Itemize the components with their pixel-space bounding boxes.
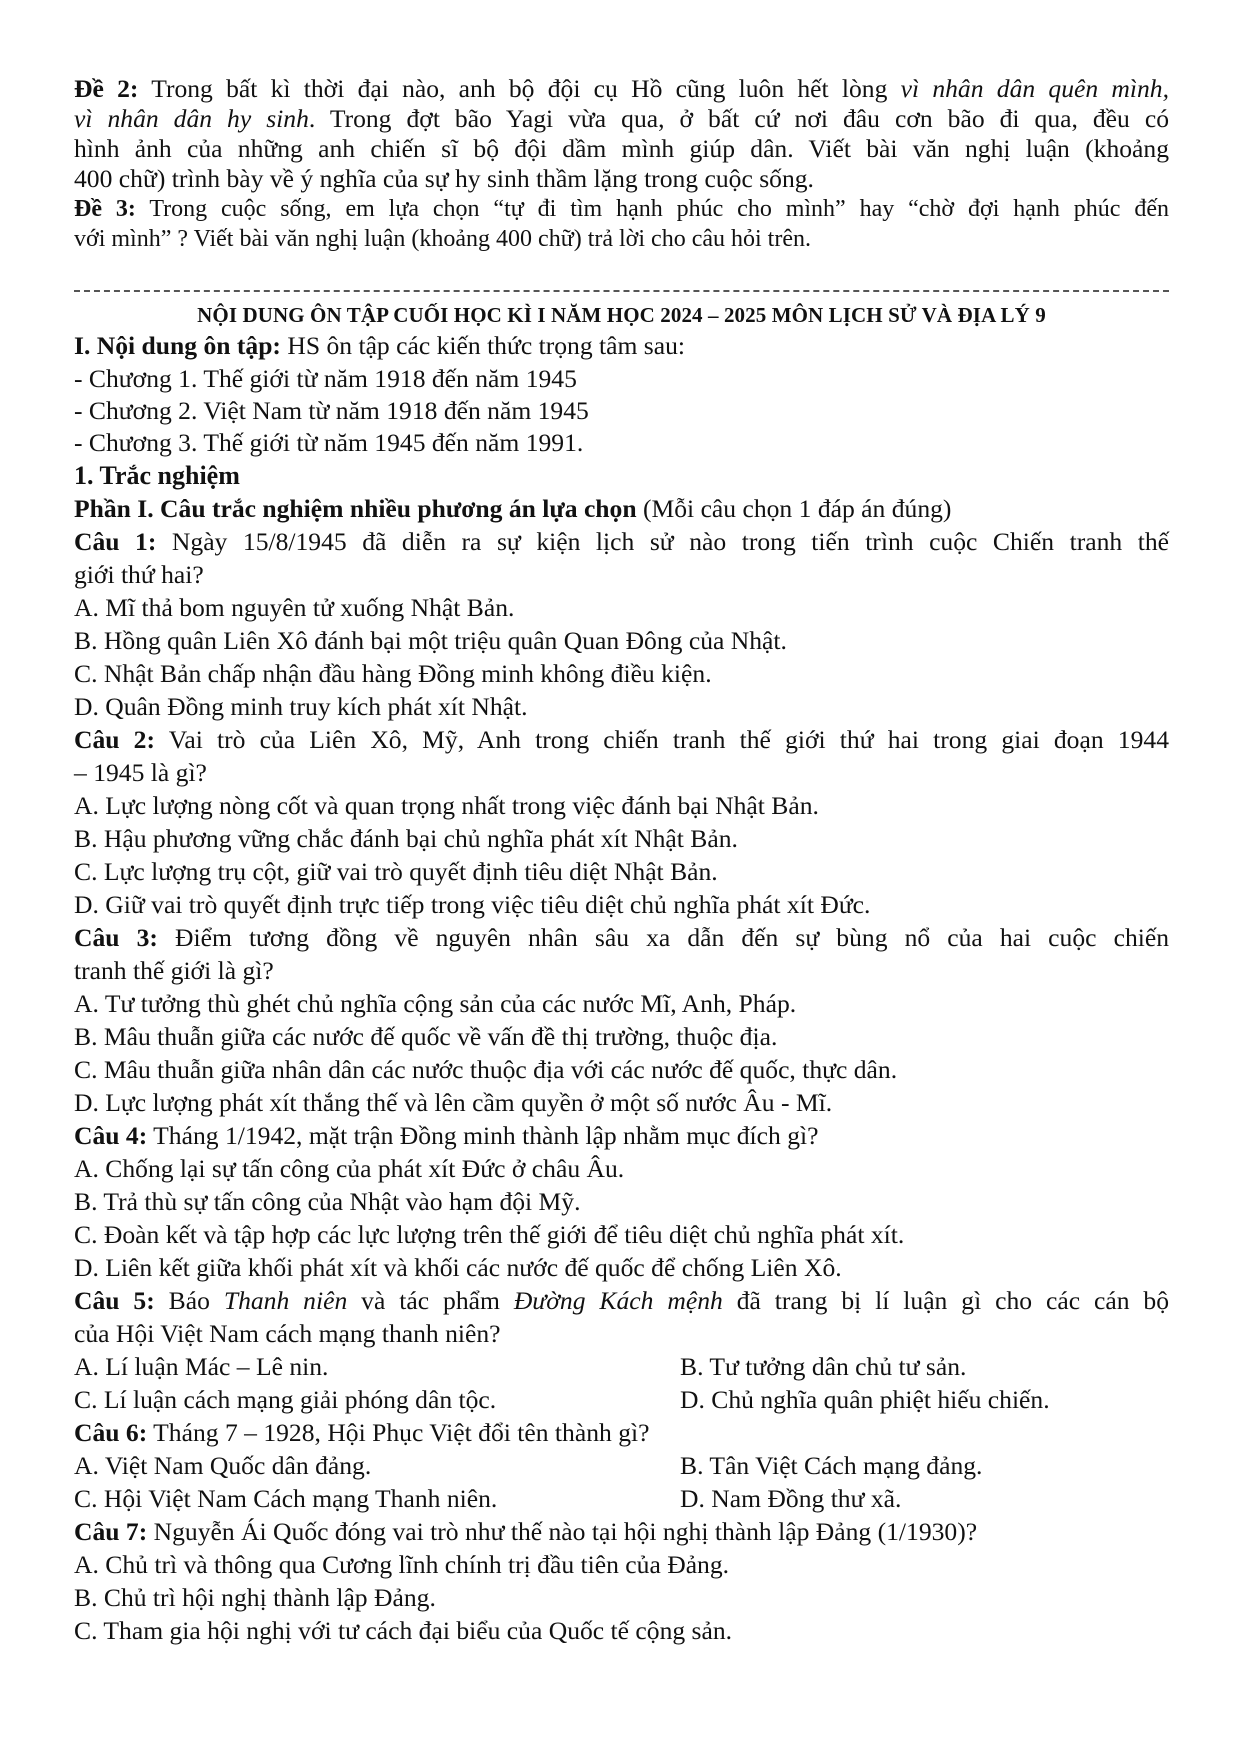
de3-line-1 — [74, 194, 1169, 224]
q2-option-a: A. Lực lượng nòng cốt và quan trọng nhất trong việc đánh bại Nhật Bản. — [74, 791, 819, 820]
section-title: NỘI DUNG ÔN TẬP CUỐI HỌC KÌ I NĂM HỌC 2024 – 2025 MÔN LỊCH SỬ VÀ ĐỊA LÝ 9 — [197, 303, 1046, 327]
q7-line-1 — [74, 1517, 977, 1547]
q5-option-a: A. Lí luận Mác – Lê nin. — [74, 1352, 329, 1381]
review-item-3: - Chương 3. Thế giới từ năm 1945 đến năm 1991. — [74, 428, 584, 457]
de3-text-a: Trong cuộc sống, em lựa chọn “tự đi tìm hạnh phúc cho mình” hay “chờ đợi hạnh phúc đến — [135, 196, 1169, 222]
q5-option-b: B. Tư tưởng dân chủ tư sản. — [680, 1352, 967, 1381]
part1-heading — [74, 494, 951, 524]
q2-label: Câu 2: — [74, 725, 155, 754]
q5-italic-b: Đường Kách mệnh — [513, 1286, 723, 1315]
q5-line-1 — [74, 1286, 1169, 1316]
q3-option-a: A. Tư tưởng thù ghét chủ nghĩa cộng sản của các nước Mĩ, Anh, Pháp. — [74, 989, 797, 1018]
q1-option-a: A. Mĩ thả bom nguyên tử xuống Nhật Bản. — [74, 593, 515, 622]
de2-line-3: hình ảnh của những anh chiến sĩ bộ đội dầm mình giúp dân. Viết bài văn nghị luận (khoảng — [74, 134, 1169, 163]
q1-label: Câu 1: — [74, 527, 157, 556]
de2-italic-b: vì nhân dân hy sinh — [74, 104, 309, 133]
q6-option-b: B. Tân Việt Cách mạng đảng. — [680, 1451, 983, 1480]
review-item-2: - Chương 2. Việt Nam từ năm 1918 đến năm 1945 — [74, 396, 589, 425]
review-label: I. Nội dung ôn tập: — [74, 331, 281, 360]
review-item-1: - Chương 1. Thế giới từ năm 1918 đến năm 1945 — [74, 364, 577, 393]
part1-note: (Mỗi câu chọn 1 đáp án đúng) — [636, 494, 952, 523]
de3-line-2: với mình” ? Viết bài văn nghị luận (khoảng 400 chữ) trả lời cho câu hỏi trên. — [74, 226, 811, 252]
q7-option-a: A. Chủ trì và thông qua Cương lĩnh chính trị đầu tiên của Đảng. — [74, 1550, 730, 1579]
dashed-divider — [74, 290, 1169, 292]
mc-heading: 1. Trắc nghiệm — [74, 461, 240, 490]
q2-line-1 — [74, 725, 1169, 755]
de2-label: Đề 2: — [74, 74, 139, 103]
review-line — [74, 331, 685, 361]
q2-option-d: D. Giữ vai trò quyết định trực tiếp trong việc tiêu diệt chủ nghĩa phát xít Đức. — [74, 890, 871, 919]
q4-option-d: D. Liên kết giữa khối phát xít và khối các nước đế quốc để chống Liên Xô. — [74, 1253, 842, 1282]
q6-line-1 — [74, 1418, 649, 1448]
q1-line-2: giới thứ hai? — [74, 560, 204, 589]
q1-line-1 — [74, 527, 1169, 557]
de2-text-a: Trong bất kì thời đại nào, anh bộ đội cụ Hồ cũng luôn hết lòng — [138, 74, 901, 103]
q7-option-c: C. Tham gia hội nghị với tư cách đại biểu của Quốc tế cộng sản. — [74, 1616, 733, 1645]
q4-line-1 — [74, 1121, 818, 1151]
q5-label: Câu 5: — [74, 1286, 155, 1315]
q3-line-2: tranh thế giới là gì? — [74, 956, 274, 985]
q5-line-2: của Hội Việt Nam cách mạng thanh niên? — [74, 1319, 501, 1348]
q4-label: Câu 4: — [74, 1121, 148, 1150]
q7-option-b: B. Chủ trì hội nghị thành lập Đảng. — [74, 1583, 436, 1612]
q2-line-2: – 1945 là gì? — [74, 758, 207, 787]
q4-option-c: C. Đoàn kết và tập hợp các lực lượng trên thế giới để tiêu diệt chủ nghĩa phát xít. — [74, 1220, 905, 1249]
q1-option-d: D. Quân Đồng minh truy kích phát xít Nhật. — [74, 692, 528, 721]
q3-label: Câu 3: — [74, 923, 158, 952]
q3-text: Điểm tương đồng về nguyên nhân sâu xa dẫn đến sự bùng nổ của hai cuộc chiến — [157, 923, 1170, 952]
q3-option-b: B. Mâu thuẫn giữa các nước đế quốc về vấn đề thị trường, thuộc địa. — [74, 1022, 778, 1051]
part1-label: Phần I. Câu trắc nghiệm nhiều phương án lựa chọn — [74, 494, 637, 523]
de3-label: Đề 3: — [74, 196, 136, 222]
q1-option-b: B. Hồng quân Liên Xô đánh bại một triệu quân Quan Đông của Nhật. — [74, 626, 787, 655]
q6-option-c: C. Hội Việt Nam Cách mạng Thanh niên. — [74, 1484, 498, 1513]
q7-label: Câu 7: — [74, 1517, 148, 1546]
de2-line-1 — [74, 74, 1169, 104]
q3-line-1 — [74, 923, 1169, 953]
de2-text-b: . Trong đợt bão Yagi vừa qua, ở bất cứ nơi đâu cơn bão đi qua, đều có — [308, 104, 1169, 133]
q5-option-c: C. Lí luận cách mạng giải phóng dân tộc. — [74, 1385, 497, 1414]
q5-text-b: và tác phẩm — [347, 1286, 514, 1315]
de2-line-4: 400 chữ) trình bày về ý nghĩa của sự hy sinh thầm lặng trong cuộc sống. — [74, 164, 814, 193]
de2-line-2 — [74, 104, 1169, 134]
q1-option-c: C. Nhật Bản chấp nhận đầu hàng Đồng minh không điều kiện. — [74, 659, 712, 688]
q5-option-d: D. Chủ nghĩa quân phiệt hiếu chiến. — [680, 1385, 1050, 1414]
q6-option-a: A. Việt Nam Quốc dân đảng. — [74, 1451, 372, 1480]
review-text: HS ôn tập các kiến thức trọng tâm sau: — [280, 331, 686, 360]
de2-italic-a: vì nhân dân quên mình, — [900, 74, 1169, 103]
q7-text: Nguyễn Ái Quốc đóng vai trò như thế nào tại hội nghị thành lập Đảng (1/1930)? — [147, 1517, 978, 1546]
q5-italic-a: Thanh niên — [223, 1286, 348, 1315]
q4-option-a: A. Chống lại sự tấn công của phát xít Đức ở châu Âu. — [74, 1154, 625, 1183]
q1-text: Ngày 15/8/1945 đã diễn ra sự kiện lịch sử nào trong tiến trình cuộc Chiến tranh thế — [156, 527, 1169, 556]
q5-text-a: Báo — [154, 1286, 224, 1315]
q4-text: Tháng 1/1942, mặt trận Đồng minh thành lập nhằm mục đích gì? — [147, 1121, 819, 1150]
q5-text-c: đã trang bị lí luận gì cho các cán bộ — [722, 1286, 1170, 1315]
q2-text: Vai trò của Liên Xô, Mỹ, Anh trong chiến tranh thế giới thứ hai trong giai đoạn 1944 — [155, 725, 1169, 754]
q6-option-d: D. Nam Đồng thư xã. — [680, 1484, 902, 1513]
q6-text: Tháng 7 – 1928, Hội Phục Việt đổi tên thành gì? — [147, 1418, 650, 1447]
q2-option-c: C. Lực lượng trụ cột, giữ vai trò quyết định tiêu diệt Nhật Bản. — [74, 857, 718, 886]
q2-option-b: B. Hậu phương vững chắc đánh bại chủ nghĩa phát xít Nhật Bản. — [74, 824, 738, 853]
q4-option-b: B. Trả thù sự tấn công của Nhật vào hạm đội Mỹ. — [74, 1187, 581, 1216]
q3-option-c: C. Mâu thuẫn giữa nhân dân các nước thuộc địa với các nước đế quốc, thực dân. — [74, 1055, 898, 1084]
q3-option-d: D. Lực lượng phát xít thắng thế và lên cầm quyền ở một số nước Âu - Mĩ. — [74, 1088, 833, 1117]
q6-label: Câu 6: — [74, 1418, 148, 1447]
